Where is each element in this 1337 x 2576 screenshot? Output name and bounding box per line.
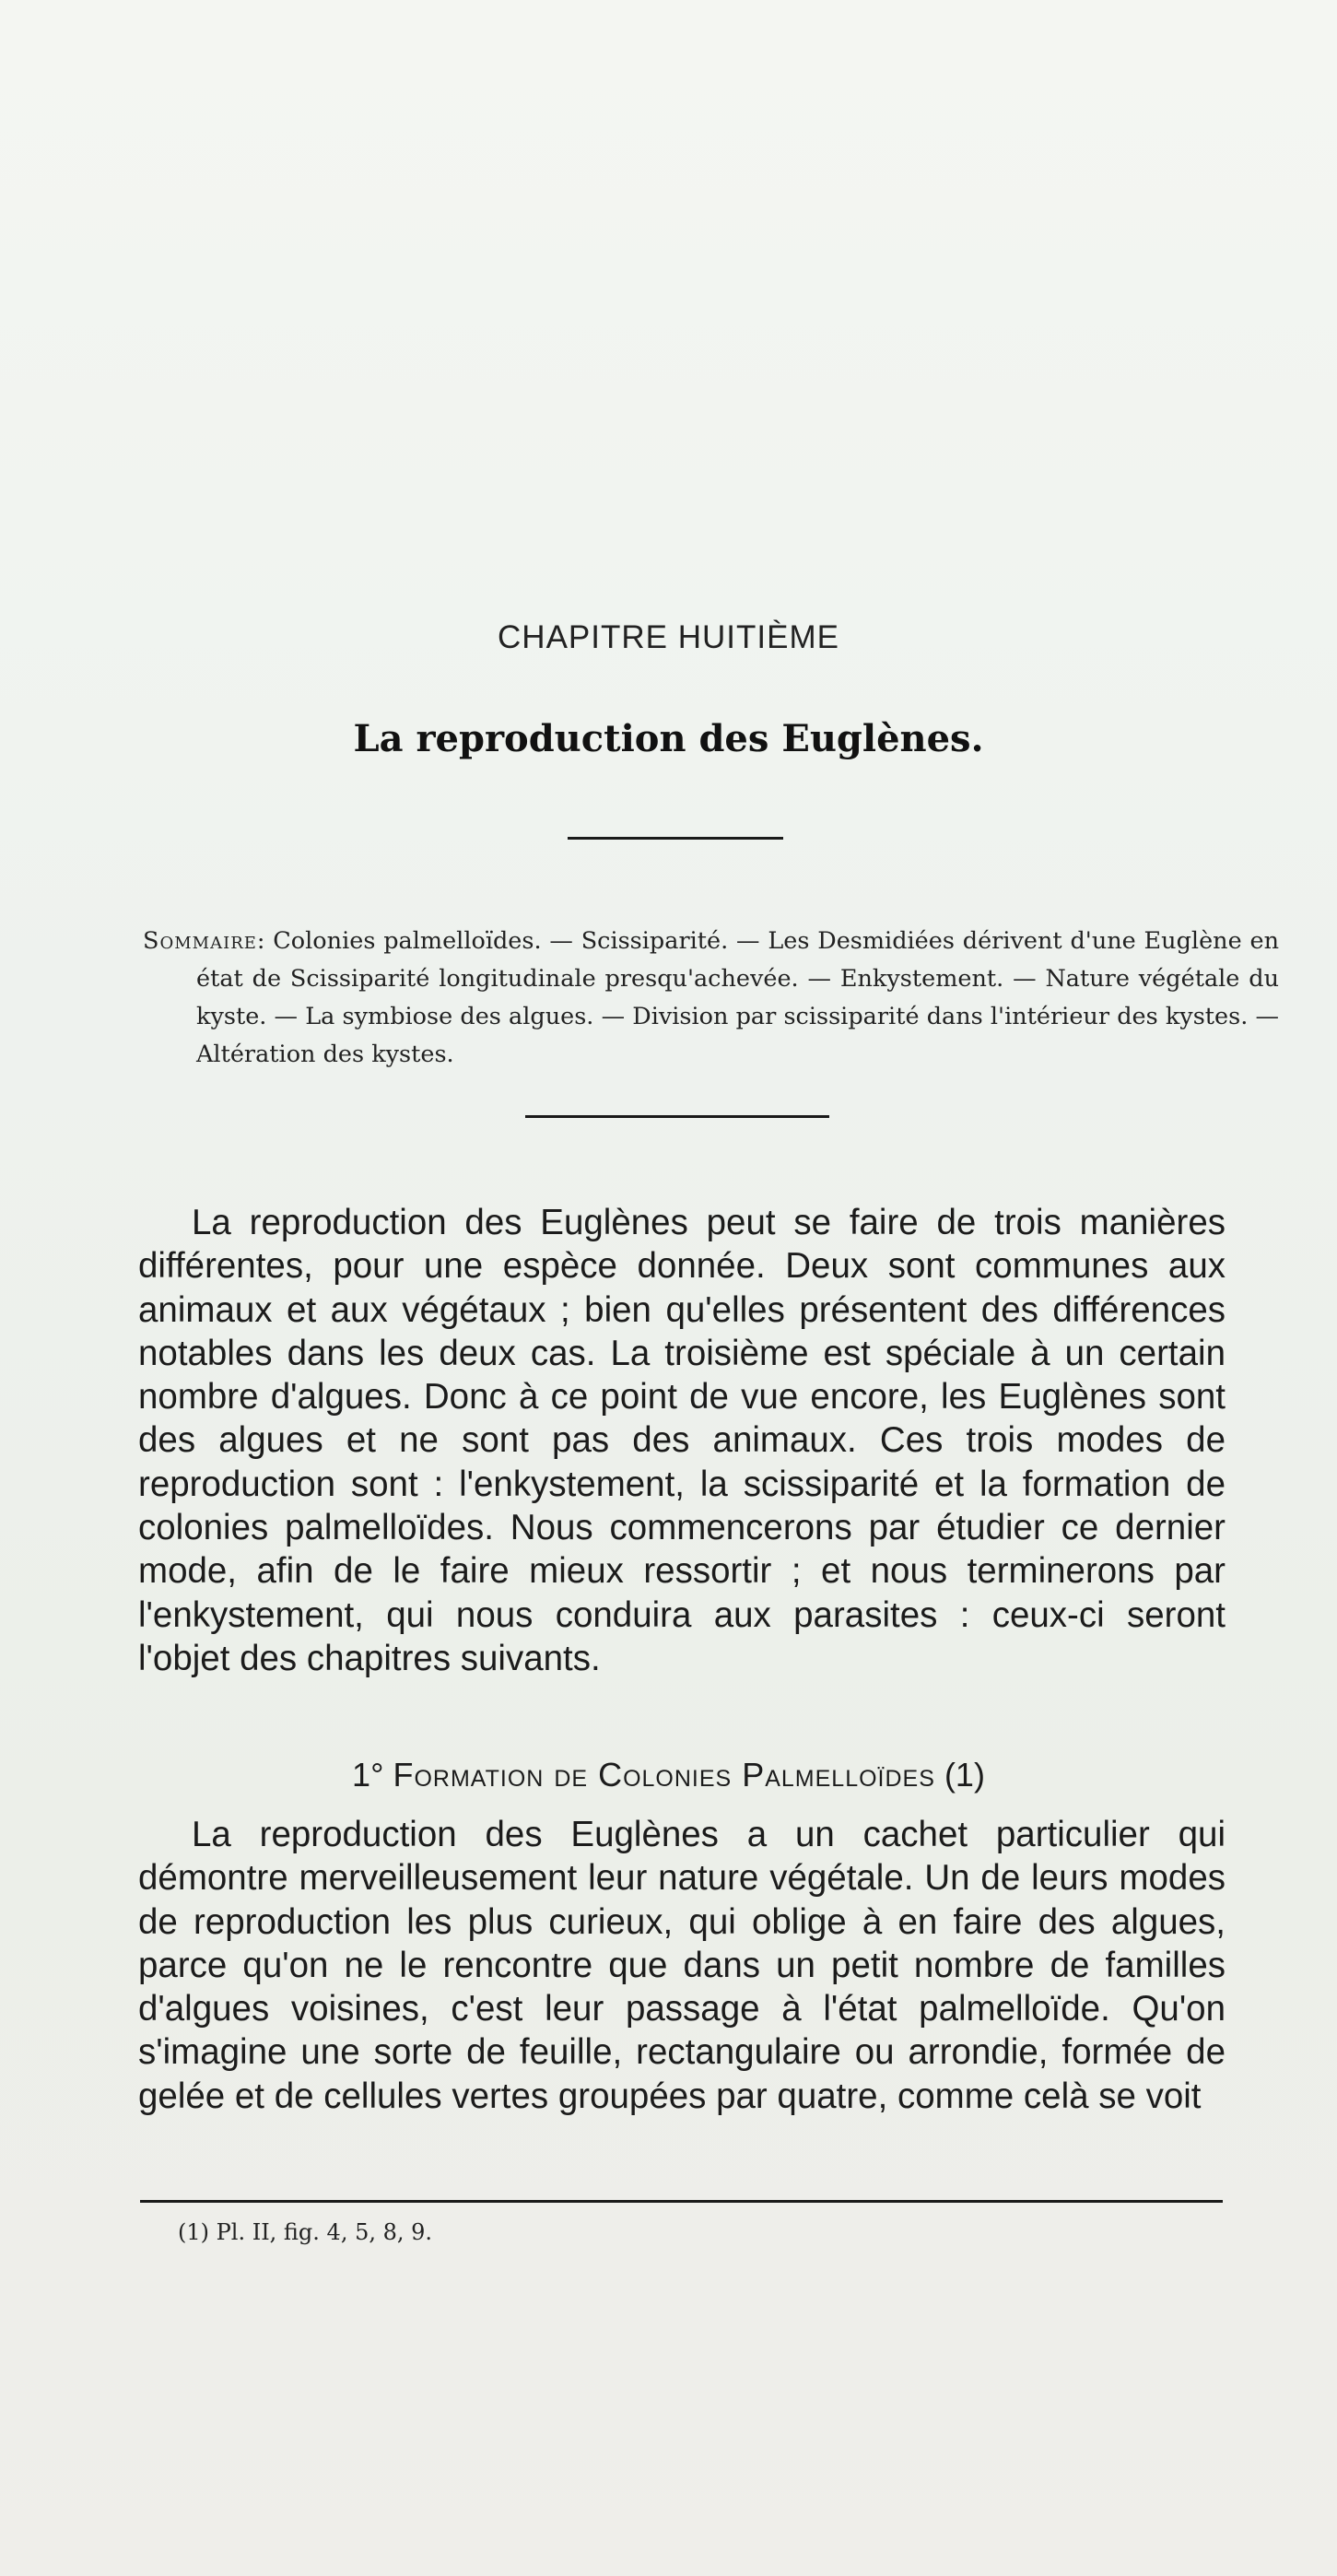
section-number: 1°: [352, 1756, 384, 1794]
chapter-label: CHAPITRE HUITIÈME: [498, 619, 839, 655]
section-heading: [0, 1756, 1337, 1794]
footnote: (1) Pl. II, fig. 4, 5, 8, 9.: [178, 2219, 433, 2245]
paragraph-palmelloid: La reproduction des Euglènes a un cachet particulier qui démontre merveilleusement leur nature végétale. Un de leurs modes de reproduction les plus curieux, qui oblige à en faire des algues, parce qu'on ne le rencontre que dans un petit nombre de familles d'algues voisines, c'est leur passage à l'état palmelloïde. Qu'on s'imagine une sorte de feuille, rectangulaire ou arrondie, formée de gelée et de cellules vertes groupées par quatre, comme celà se voit: [138, 1815, 1226, 2116]
chapter-summary: [143, 923, 1279, 1074]
summary-lead: Sommaire: [143, 927, 257, 955]
chapter-title: La reproduction des Euglènes.: [353, 717, 984, 760]
section-note-ref: (1): [944, 1756, 985, 1794]
section-title: Formation de Colonies Palmelloïdes: [393, 1756, 935, 1794]
summary-divider: [525, 1115, 829, 1118]
footnote-divider: [140, 2200, 1223, 2203]
paragraph-intro: La reproduction des Euglènes peut se faire de trois manières différentes, pour une espèce donnée. Deux sont communes aux animaux et aux végétaux ; bien qu'elles présentent des différences notables dans les deux cas. La troisième est spéciale à un certain nombre d'algues. Donc à ce point de vue encore, les Euglènes sont des algues et ne sont pas des animaux. Ces trois modes de reproduction sont : l'enkystement, la scissiparité et la formation de colonies palmelloïdes. Nous commencerons par étudier ce dernier mode, afin de le faire mieux ressortir ; et nous terminerons par l'enkystement, qui nous conduira aux parasites : ceux-ci seront l'objet des chapitres suivants.: [138, 1203, 1226, 1678]
title-divider: [568, 837, 783, 840]
summary-text: : Colonies palmelloïdes. — Scissiparité. — Les Desmidiées dérivent d'une Euglène en état de Scissiparité longitudinale presqu'achevée. — Enkystement. — Nature végétale du kyste. — La symbiose des algues. — Division par scissiparité dans l'intérieur des kystes. — Altération des kystes.: [196, 927, 1279, 1068]
